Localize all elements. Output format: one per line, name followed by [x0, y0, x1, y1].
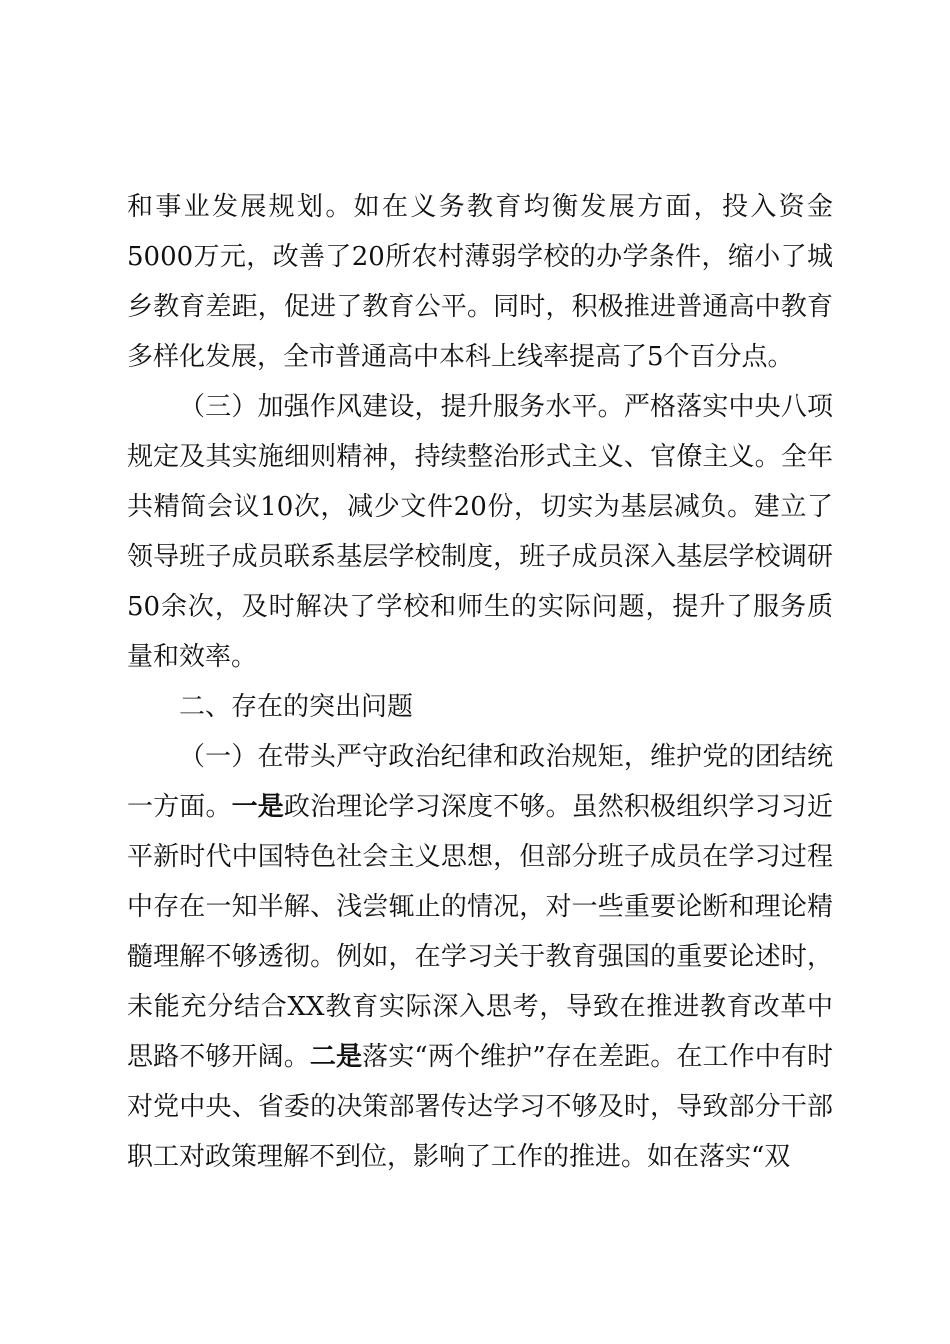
paragraph-3 [127, 732, 833, 1182]
document-body [127, 182, 833, 1182]
paragraph-3-point-2: 落实“两个维护”存在差距。在工作中有时对党中央、省委的决策部署传达学习不够及时，导致部分干部职工对政策理解不到位，影响了工作的推进。如在落实“双 [127, 1042, 833, 1172]
paragraph-3-intro: （一）在带头严守政治纪律和政治规矩，维护党的团结统一方面。 [127, 742, 833, 822]
bold-marker-2: 二是 [309, 1042, 363, 1072]
section-heading: 二、存在的突出问题 [179, 692, 414, 722]
paragraph-2: （三）加强作风建设，提升服务水平。严格落实中央八项规定及其实施细则精神，持续整治形式主义、官僚主义。全年共精简会议10次，减少文件20份，切实为基层减负。建立了领导班子成员联系基层学校制度，班子成员深入基层学校调研50余次，及时解决了学校和师生的实际问题，提升了服务质量和效率。 [127, 392, 833, 672]
paragraph-3-point-1: 政治理论学习深度不够。虽然积极组织学习习近平新时代中国特色社会主义思想，但部分班子成员在学习过程中存在一知半解、浅尝辄止的情况，对一些重要论断和理论精髓理解不够透彻。例如，在学习关于教育强国的重要论述时，未能充分结合XX教育实际深入思考，导致在推进教育改革中思路不够开阔。 [127, 792, 833, 1072]
bold-marker-1: 一是 [231, 792, 284, 822]
paragraph-1: 和事业发展规划。如在义务教育均衡发展方面，投入资金5000万元，改善了20所农村薄弱学校的办学条件，缩小了城乡教育差距，促进了教育公平。同时，积极推进普通高中教育多样化发展，全市普通高中本科上线率提高了5个百分点。 [127, 192, 833, 372]
